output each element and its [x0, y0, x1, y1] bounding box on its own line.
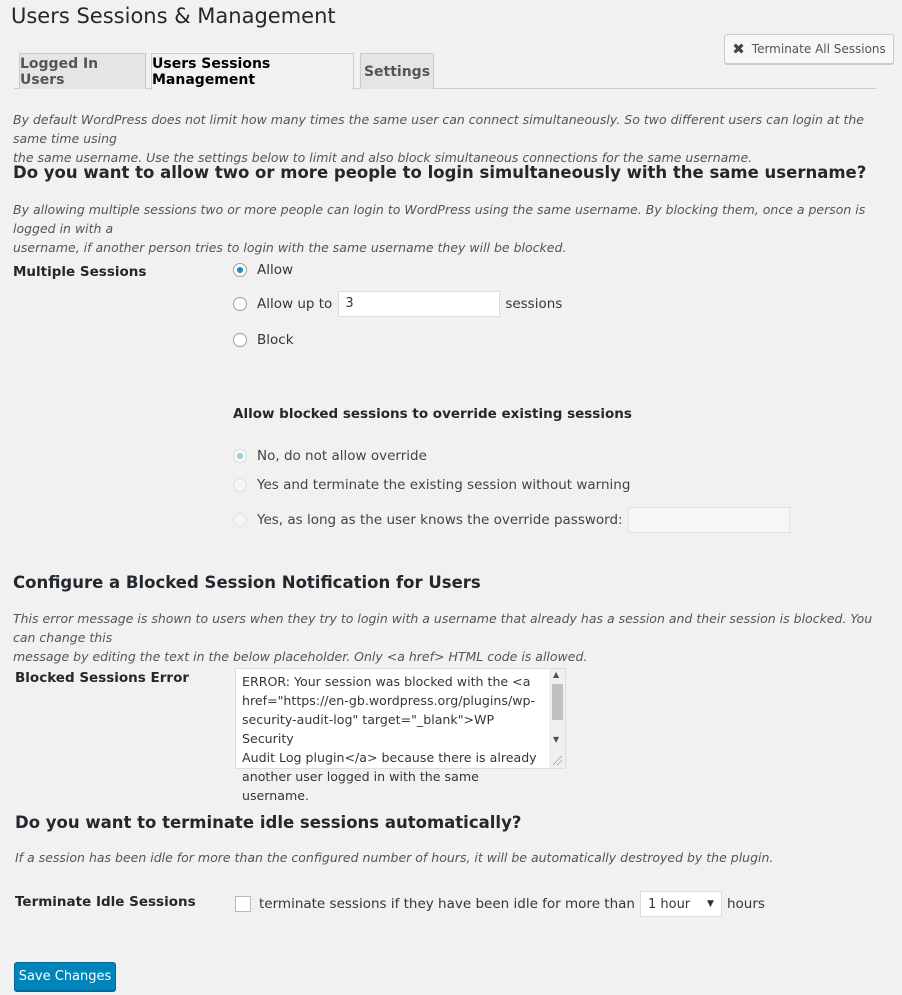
- resize-grip-icon[interactable]: [553, 756, 562, 765]
- block-radio[interactable]: [233, 333, 247, 347]
- notification-heading: Configure a Blocked Session Notification for Users: [13, 573, 481, 592]
- blocked-sessions-error-textarea[interactable]: [235, 668, 566, 803]
- terminate-all-sessions-button[interactable]: [724, 34, 894, 64]
- hours-suffix: hours: [726, 896, 765, 912]
- terminate-all-sessions-label: Terminate All Sessions: [751, 42, 886, 56]
- textarea-scrollbar[interactable]: [549, 669, 565, 768]
- idle-hours-select[interactable]: [640, 891, 722, 917]
- terminate-idle-option[interactable]: [235, 891, 765, 917]
- blocked-sessions-error-label: Blocked Sessions Error: [15, 670, 189, 686]
- sessions-suffix: sessions: [505, 296, 563, 312]
- override-password-input[interactable]: [628, 507, 790, 533]
- multiple-sessions-label: Multiple Sessions: [13, 264, 147, 280]
- terminate-idle-checkbox-label: terminate sessions if they have been idle for more than: [259, 896, 635, 912]
- scroll-thumb[interactable]: [552, 684, 563, 720]
- allow-up-to-option[interactable]: [233, 291, 562, 317]
- tab-settings[interactable]: Settings: [360, 53, 434, 89]
- override-heading: Allow blocked sessions to override existing sessions: [233, 406, 632, 422]
- override-password-label: Yes, as long as the user knows the override password:: [257, 512, 623, 528]
- intro-description: By default WordPress does not limit how many times the same user can connect simultaneously. So two different users can login at the same time using the same username. Use the settings below to limit and also block simultaneous connections for the same username.: [13, 112, 864, 165]
- allow-option[interactable]: [233, 262, 293, 278]
- block-option[interactable]: [233, 332, 294, 348]
- notification-description: This error message is shown to users when they try to login with a username that already has a session and their session is blocked. You can change this message by editing the text in the below placeholder. Only <a href> HTML code is allowed.: [13, 611, 873, 664]
- close-icon: ✖: [732, 39, 745, 58]
- tab-users-sessions-management[interactable]: Users Sessions Management: [151, 53, 354, 90]
- page-title: Users Sessions & Management: [11, 4, 336, 28]
- override-no-radio[interactable]: [233, 449, 247, 463]
- textarea-content: ERROR: Your session was blocked with the <a href="https://en-gb.wordpress.org/plugins/wp- security-audit-log" target="_blank">WP Security Audit Log plugin</a> because there is already another user logged in with the same username.: [242, 674, 537, 803]
- idle-description: If a session has been idle for more than the configured number of hours, it will be automatically destroyed by the plugin.: [15, 850, 774, 865]
- allow-option-label: Allow: [257, 262, 294, 278]
- scroll-up-icon[interactable]: ▲: [553, 670, 560, 679]
- override-no-label: No, do not allow override: [257, 448, 427, 464]
- override-no-option[interactable]: [233, 448, 427, 464]
- idle-heading: Do you want to terminate idle sessions automatically?: [15, 813, 522, 832]
- allow-up-to-label: Allow up to: [257, 296, 333, 312]
- save-changes-button[interactable]: Save Changes: [14, 962, 116, 991]
- chevron-down-icon: ▼: [707, 899, 714, 909]
- override-terminate-label: Yes and terminate the existing session without warning: [257, 477, 631, 493]
- tab-logged-in-users[interactable]: Logged In Users: [19, 53, 146, 89]
- terminate-idle-label: Terminate Idle Sessions: [15, 894, 196, 910]
- multiple-sessions-description: By allowing multiple sessions two or more people can login to WordPress using the same username. By blocking them, once a person is logged in with a username, if another person tries to login with the same username they will be blocked.: [13, 202, 866, 255]
- multiple-sessions-heading: Do you want to allow two or more people to login simultaneously with the same username?: [13, 163, 867, 182]
- idle-hours-value: 1 hour: [647, 896, 691, 912]
- allow-up-to-radio[interactable]: [233, 297, 247, 311]
- override-password-radio[interactable]: [233, 513, 247, 527]
- max-sessions-input[interactable]: 3: [338, 291, 500, 317]
- block-option-label: Block: [257, 332, 294, 348]
- override-terminate-radio[interactable]: [233, 478, 247, 492]
- allow-radio[interactable]: [233, 263, 247, 277]
- override-password-option[interactable]: [233, 507, 790, 533]
- override-terminate-option[interactable]: [233, 477, 630, 493]
- scroll-down-icon[interactable]: ▼: [553, 735, 560, 744]
- terminate-idle-checkbox[interactable]: [235, 896, 251, 912]
